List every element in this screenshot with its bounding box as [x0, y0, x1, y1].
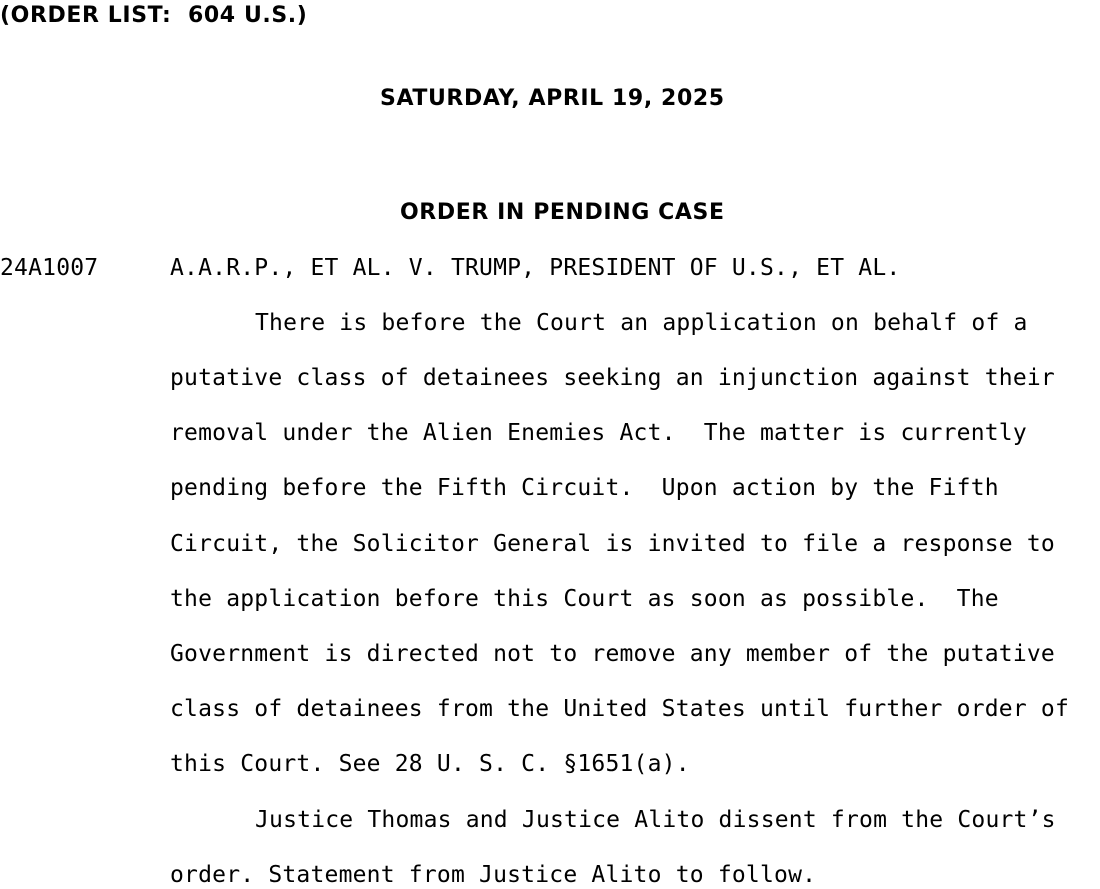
paragraph-line: putative class of detainees seeking an injunction against their — [170, 365, 1055, 391]
paragraph-line: class of detainees from the United States until further order of — [170, 696, 1070, 722]
paragraph-line: order. Statement from Justice Alito to follow. — [170, 862, 817, 888]
section-title: ORDER IN PENDING CASE — [400, 200, 725, 225]
paragraph-line: this Court. See 28 U. S. C. §1651(a). — [170, 751, 690, 777]
paragraph-line: Circuit, the Solicitor General is invited to file a response to — [170, 531, 1055, 557]
order-date: SATURDAY, APRIL 19, 2025 — [380, 86, 725, 111]
paragraph-line: Justice Thomas and Justice Alito dissent from the Court’s — [255, 807, 1056, 833]
order-list-header: (ORDER LIST: 604 U.S.) — [0, 3, 308, 28]
case-number: 24A1007 — [0, 255, 99, 281]
paragraph-line: removal under the Alien Enemies Act. The matter is currently — [170, 420, 1027, 446]
paragraph-line: Government is directed not to remove any member of the putative — [170, 641, 1055, 667]
paragraph-line: pending before the Fifth Circuit. Upon action by the Fifth — [170, 475, 999, 501]
paragraph-line: There is before the Court an application on behalf of a — [255, 310, 1028, 336]
paragraph-line: the application before this Court as soon as possible. The — [170, 586, 999, 612]
case-caption: A.A.R.P., ET AL. V. TRUMP, PRESIDENT OF U.S., ET AL. — [170, 255, 901, 281]
